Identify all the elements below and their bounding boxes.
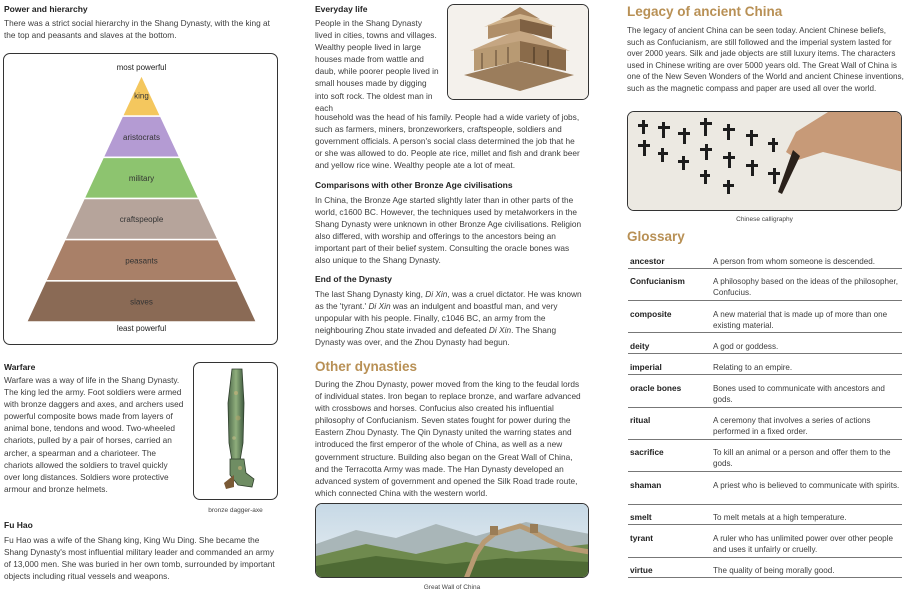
glossary-row (628, 362, 902, 375)
pyramid-label-peasants: peasants (125, 256, 158, 266)
house-model-frame (447, 4, 589, 100)
pyramid-label-king: king (134, 91, 149, 101)
glossary-row (628, 276, 902, 301)
glossary-row (628, 415, 902, 440)
glossary-row (628, 565, 902, 578)
dagger-axe-frame (193, 362, 278, 500)
glossary-term: deity (630, 341, 650, 351)
power-text: There was a strict social hierarchy in the Shang Dynasty, with the king at the top and peasants and slaves at the bottom. (4, 18, 270, 41)
glossary-term: smelt (630, 512, 652, 522)
glossary-term: tyrant (630, 533, 654, 543)
glossary-definition: To kill an animal or a person and offer them to the gods. (713, 448, 891, 469)
glossary-term: shaman (630, 480, 662, 490)
glossary-heading-wrap (627, 229, 685, 244)
great-wall-frame (315, 503, 589, 578)
pyramid-top-label: most powerful (116, 63, 167, 72)
glossary-term: virtue (630, 565, 653, 575)
glossary-row (628, 512, 902, 525)
pyramid-bottom-label: least powerful (116, 324, 167, 333)
pyramid-label-aristocrats: aristocrats (123, 132, 160, 142)
legacy-section (627, 4, 905, 95)
everyday-text-narrow: People in the Shang Dynasty lived in cities, towns and villages. Wealthy people lived in large houses made from wattle and daub, while poorer people lived in small houses made by digging into soft rock. The oldest man in each (315, 18, 439, 113)
legacy-text: The legacy of ancient China can be seen today. Ancient Chinese beliefs, such as Confucianism, are still followed and the imperial system lasted for over 2000 years. Silk and jade objects are still luxury items. The characters used in Chinese writing are over 5000 years old. The Great Wall of China is one of the New Seven Wonders of the World and ancient Chinese inventions, such as the magnetic compass and paper are used all over the world. (627, 26, 904, 93)
pyramid-label-craftspeople: craftspeople (119, 215, 164, 225)
other-text: During the Zhou Dynasty, power moved from the king to the feudal lords of individual states. Iron began to replace bronze, and warfare advanced with crossbows and horses. Confucius also created his influential philosophy of Confucianism. Seven states fought for power during the Eastern Zhou Dynasty. The Qin Dynasty united the warring states and introduced the first emperor of the whole of China, as well as a new government structure. Building also began on the Great Wall of China, and the Terracotta Army was made. The Han Dynasty developed an advanced system of government and opened the Silk Road trade route, which connected China with the western world. (315, 379, 581, 498)
fuhao-text: Fu Hao was a wife of the Shang king, King Wu Ding. She became the Shang Dynasty's most influential military leader and commanded an army of 13,000 men. She was buried in her own tomb, surrounded by important objects including ritual vessels and weapons. (4, 535, 275, 582)
hierarchy-pyramid (4, 54, 279, 346)
glossary-term: composite (630, 309, 672, 319)
dagger-axe-caption: bronze dagger-axe (208, 507, 263, 514)
glossary-row (628, 383, 902, 408)
everyday-section (315, 4, 441, 114)
great-wall-caption: Great Wall of China (423, 584, 481, 591)
glossary-term: Confucianism (630, 276, 685, 286)
warfare-text: Warfare was a way of life in the Shang Dynasty. The king led the army. Foot soldiers were armed with bronze daggers and axes, and archers used powerful composite bows made from layers of animal bone, tendons and wood. Two-wheeled chariots, pulled by a pair of horses, carried an archer, a spearman and a charioteer. The chariots allowed the soldiers to travel quickly over long distances. Soldiers wore protective armour and bronze helmets. (4, 375, 184, 494)
glossary-term: oracle bones (630, 383, 682, 393)
everyday-text-wide: household was the head of his family. People had a wide variety of jobs, such as farmers, miners, bronzeworkers, craftspeople, soldiers and government officials. A person's social class determined the job that he or she was allowed to do. People ate rice, millet and fish and drank beer and yellow rice wine. Wealthy people ate a lot of meat. (315, 112, 580, 171)
end-section (315, 274, 583, 348)
glossary-row (628, 341, 902, 354)
everyday-heading: Everyday life (315, 4, 368, 14)
glossary-term: ancestor (630, 256, 665, 266)
glossary-definition: A ruler who has unlimited power over other people and uses it unfairly or cruelly. (713, 534, 893, 555)
everyday-continued (315, 111, 583, 171)
glossary-definition: A god or goddess. (713, 342, 779, 351)
house-model-image (448, 5, 589, 100)
dagger-axe-image (194, 363, 278, 500)
glossary-heading: Glossary (627, 229, 685, 244)
pyramid-frame (3, 53, 278, 345)
glossary-row (628, 447, 902, 472)
glossary-definition: A philosophy based on the ideas of the philosopher, Confucius. (713, 277, 898, 298)
comparisons-heading: Comparisons with other Bronze Age civilisations (315, 180, 513, 190)
calligraphy-caption: Chinese calligraphy (736, 216, 793, 223)
glossary-row (628, 256, 902, 269)
comparisons-text: In China, the Bronze Age started slightly later than in other parts of the world, c1600 BC. However, the techniques used by metalworkers in the Shang Dynasty were unknown in other Bronze Age civilisations. Religion also differed, with worship and offerings to the ancestors being an important part of their belief system. Consulting the oracle bones was also unique to the Shang Dynasty. (315, 195, 582, 266)
glossary-term: imperial (630, 362, 662, 372)
glossary-row (628, 533, 902, 558)
warfare-section (4, 362, 186, 495)
fuhao-heading: Fu Hao (4, 520, 33, 530)
other-section (315, 359, 587, 499)
calligraphy-image (628, 112, 902, 211)
end-text: The last Shang Dynasty king, Di Xin, was a cruel dictator. He was known as the 'tyrant.' Di Xin was an indulgent and boastful man, and very unpopular with his people. Finally, c1046 BC, an army from the neighbouring Zhou state invaded and defeated Di Xin. The Shang Dynasty was over, and the Zhou Dynasty had begun. (315, 289, 582, 348)
great-wall-image (316, 504, 589, 578)
power-heading: Power and hierarchy (4, 4, 88, 14)
legacy-heading: Legacy of ancient China (627, 4, 783, 19)
pyramid-label-military: military (128, 173, 155, 183)
glossary-definition: A person from whom someone is descended. (713, 257, 875, 266)
comparisons-section (315, 180, 583, 267)
pyramid-label-slaves: slaves (130, 297, 153, 307)
glossary-definition: The quality of being morally good. (713, 566, 835, 575)
glossary-definition: To melt metals at a high temperature. (713, 513, 847, 522)
glossary-term: ritual (630, 415, 651, 425)
glossary-definition: A new material that is made up of more than one existing material. (713, 310, 888, 331)
warfare-heading: Warfare (4, 362, 36, 372)
other-heading: Other dynasties (315, 359, 418, 374)
end-heading: End of the Dynasty (315, 274, 392, 284)
glossary-row (628, 480, 902, 505)
glossary-definition: Bones used to communicate with ancestors and gods. (713, 384, 885, 405)
fuhao-section (4, 520, 276, 582)
glossary-row (628, 309, 902, 333)
power-section (4, 4, 276, 41)
glossary-definition: Relating to an empire. (713, 363, 793, 372)
calligraphy-frame (627, 111, 902, 211)
glossary-definition: A priest who is believed to communicate with spirits. (713, 481, 900, 490)
glossary-definition: A ceremony that involves a series of actions performed in a fixed order. (713, 416, 871, 437)
glossary-term: sacrifice (630, 447, 664, 457)
